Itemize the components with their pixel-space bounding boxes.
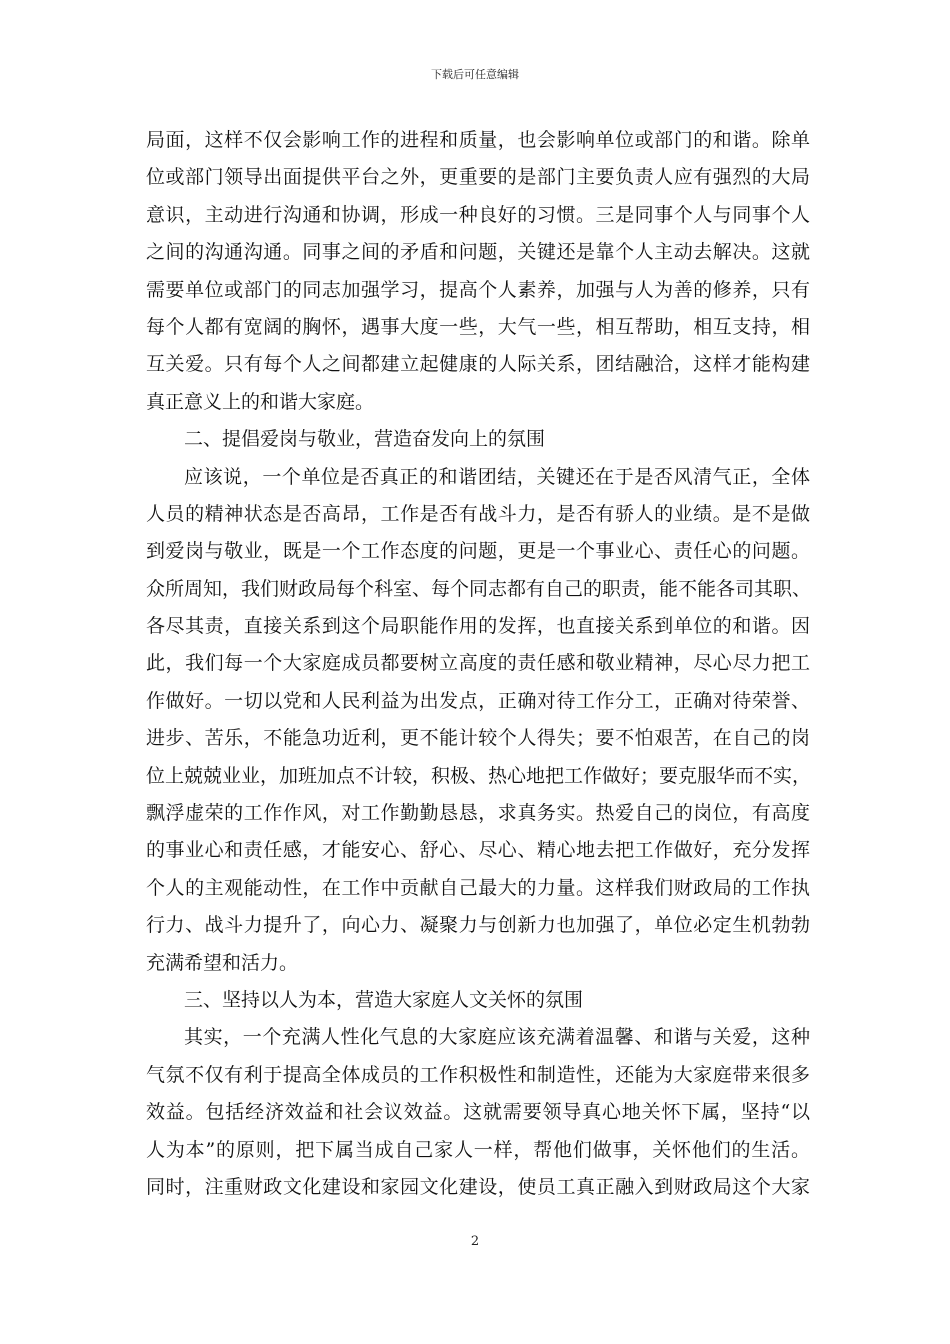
text-line: 此，我们每一个大家庭成员都要树立高度的责任感和敬业精神，尽心尽力把工 — [146, 652, 810, 675]
text-line: 人员的精神状态是否高昂，工作是否有战斗力，是否有骄人的业绩。是不是做 — [146, 502, 810, 525]
text-line: 各尽其责，直接关系到这个局职能作用的发挥，也直接关系到单位的和谐。因 — [146, 615, 810, 638]
text-line: 进步、苦乐，不能急功近利，更不能计较个人得失；要不怕艰苦，在自己的岗 — [146, 727, 810, 750]
text-line: 需要单位或部门的同志加强学习，提高个人素养，加强与人为善的修养，只有 — [146, 278, 810, 301]
text-line: 充满希望和活力。 — [146, 951, 299, 974]
text-line: 到爱岗与敬业，既是一个工作态度的问题，更是一个事业心、责任心的问题。 — [146, 540, 810, 563]
text-line: 人为本”的原则，把下属当成自己家人一样，帮他们做事，关怀他们的生活。 — [146, 1138, 810, 1161]
text-line: 局面，这样不仅会影响工作的进程和质量，也会影响单位或部门的和谐。除单 — [146, 129, 810, 151]
text-line: 位上兢兢业业，加班加点不计较，积极、热心地把工作做好；要克服华而不实， — [146, 764, 812, 787]
text-line: 行力、战斗力提升了，向心力、凝聚力与创新力也加强了，单位必定生机勃勃 — [146, 914, 810, 937]
text-line: 每个人都有宽阔的胸怀，遇事大度一些，大气一些，相互帮助，相互支持，相 — [146, 315, 810, 338]
text-line: 效益。包括经济效益和社会议效益。这就需要领导真心地关怀下属，坚持“以 — [146, 1101, 810, 1124]
text-line: 应该说，一个单位是否真正的和谐团结，关键还在于是否风清气正，全体 — [184, 465, 810, 488]
text-line: 气氛不仅有利于提高全体成员的工作积极性和制造性，还能为大家庭带来很多 — [146, 1063, 810, 1086]
section-heading: 三、坚持以人为本，营造大家庭人文关怀的氛围 — [184, 988, 584, 1011]
text-line: 飘浮虚荣的工作作风，对工作勤勤恳恳，求真务实。热爱自己的岗位，有高度 — [146, 802, 810, 825]
text-line: 作做好。一切以党和人民利益为出发点，正确对待工作分工，正确对待荣誉、 — [146, 689, 810, 712]
text-line: 之间的沟通沟通。同事之间的矛盾和问题，关键还是靠个人主动去解决。这就 — [146, 241, 810, 264]
text-line: 其实，一个充满人性化气息的大家庭应该充满着温馨、和谐与关爱，这种 — [184, 1026, 810, 1049]
text-line: 互关爱。只有每个人之间都建立起健康的人际关系，团结融洽，这样才能构建 — [146, 353, 810, 376]
text-line: 意识，主动进行沟通和协调，形成一种良好的习惯。三是同事个人与同事个人 — [146, 203, 810, 226]
section-heading: 二、提倡爱岗与敬业，营造奋发向上的氛围 — [184, 428, 546, 451]
text-line: 个人的主观能动性，在工作中贡献自己最大的力量。这样我们财政局的工作执 — [146, 876, 810, 899]
page-header: 下载后可任意编辑 — [431, 68, 519, 81]
text-line: 同时，注重财政文化建设和家园文化建设，使员工真正融入到财政局这个大家 — [146, 1175, 810, 1198]
page-number: 2 — [470, 1234, 480, 1249]
text-line: 位或部门领导出面提供平台之外，更重要的是部门主要负责人应有强烈的大局 — [146, 166, 810, 189]
text-line: 真正意义上的和谐大家庭。 — [146, 390, 375, 413]
text-line: 众所周知，我们财政局每个科室、每个同志都有自己的职责，能不能各司其职、 — [146, 577, 812, 600]
body-text — [146, 122, 810, 1206]
text-line: 的事业心和责任感，才能安心、舒心、尽心、精心地去把工作做好，充分发挥 — [146, 839, 810, 862]
